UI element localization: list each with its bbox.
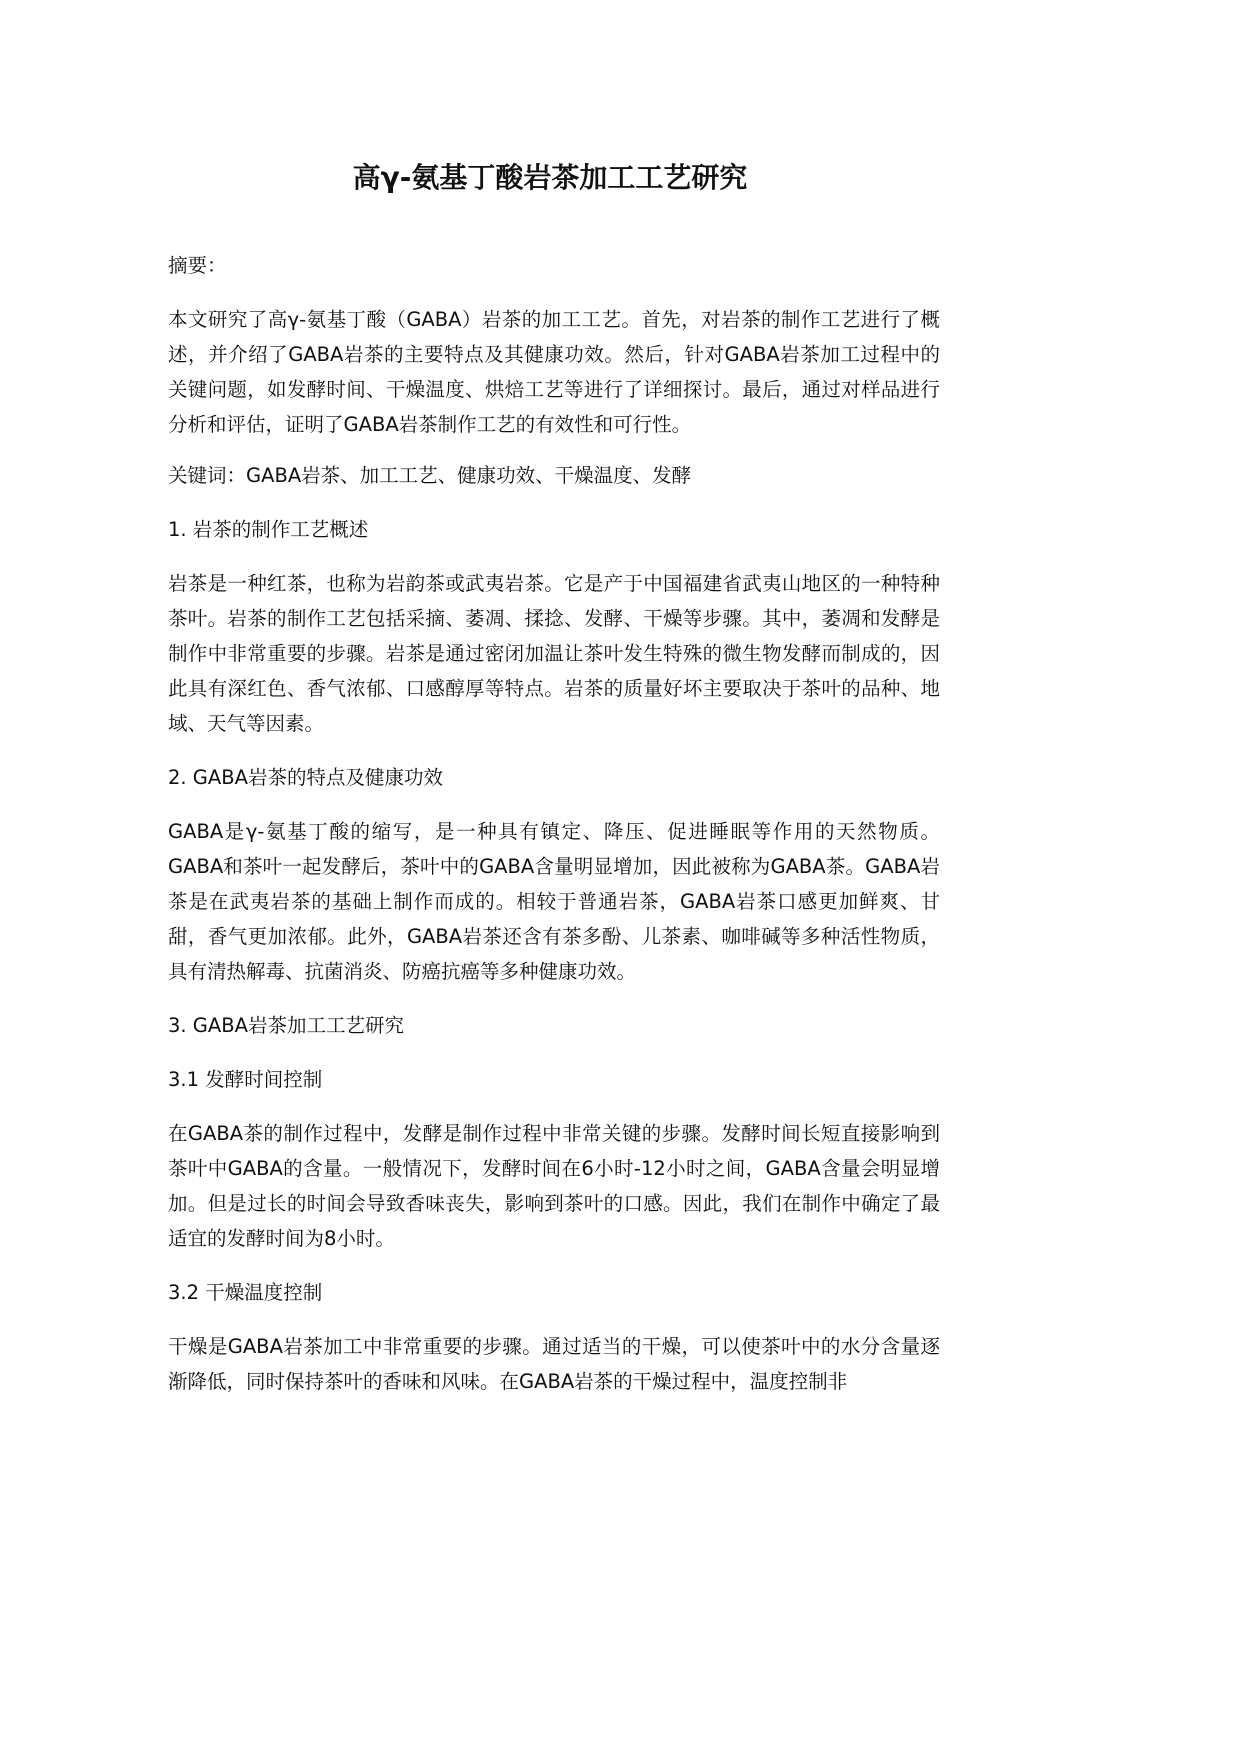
keywords: 关键词：GABA岩茶、加工工艺、健康功效、干燥温度、发酵 [168, 464, 692, 487]
section-1-text: 岩茶是一种红茶，也称为岩韵茶或武夷岩茶。它是产于中国福建省武夷山地区的一种特种茶叶。岩茶的制作工艺包括采摘、萎凋、揉捻、发酵、干燥等步骤。其中，萎凋和发酵是制作中非常重要的步骤。岩茶是通过密闭加温让茶叶发生特殊的微生物发酵而制成的，因此具有深红色、香气浓郁、口感醇厚等特点。岩茶的质量好坏主要取决于茶叶的品种、地域、天气等因素。 [168, 572, 940, 735]
section-3-2-text: 干燥是GABA岩茶加工中非常重要的步骤。通过适当的干燥，可以使茶叶中的水分含量逐渐降低，同时保持茶叶的香味和风味。在GABA岩茶的干燥过程中，温度控制非 [168, 1335, 940, 1393]
section-3-1-heading: 3.1 发酵时间控制 [168, 1068, 323, 1091]
section-3-heading: 3. GABA岩茶加工工艺研究 [168, 1014, 404, 1037]
section-3-2-heading: 3.2 干燥温度控制 [168, 1281, 323, 1304]
section-3-1-text: 在GABA茶的制作过程中，发酵是制作过程中非常关键的步骤。发酵时间长短直接影响到茶叶中GABA的含量。一般情况下，发酵时间在6小时-12小时之间，GABA含量会明显增加。但是过长的时间会导致香味丧失，影响到茶叶的口感。因此，我们在制作中确定了最适宜的发酵时间为8小时。 [168, 1122, 940, 1250]
section-1-heading: 1. 岩茶的制作工艺概述 [168, 518, 369, 541]
document-body [168, 248, 940, 1399]
abstract-text: 本文研究了高γ-氨基丁酸（GABA）岩茶的加工工艺。首先，对岩茶的制作工艺进行了概述，并介绍了GABA岩茶的主要特点及其健康功效。然后，针对GABA岩茶加工过程中的关键问题，如发酵时间、干燥温度、烘焙工艺等进行了详细探讨。最后，通过对样品进行分析和评估，证明了GABA岩茶制作工艺的有效性和可行性。 [168, 308, 940, 436]
abstract-label: 摘要： [168, 254, 227, 277]
section-2-text: GABA是γ-氨基丁酸的缩写，是一种具有镇定、降压、促进睡眠等作用的天然物质。GABA和茶叶一起发酵后，茶叶中的GABA含量明显增加，因此被称为GABA茶。GABA岩茶是在武夷岩茶的基础上制作而成的。相较于普通岩茶，GABA岩茶口感更加鲜爽、甘甜，香气更加浓郁。此外，GABA岩茶还含有茶多酚、儿茶素、咖啡碱等多种活性物质，具有清热解毒、抗菌消炎、防癌抗癌等多种健康功效。 [168, 820, 940, 983]
section-2-heading: 2. GABA岩茶的特点及健康功效 [168, 766, 443, 789]
document-title: 高γ-氨基丁酸岩茶加工工艺研究 [352, 161, 748, 194]
